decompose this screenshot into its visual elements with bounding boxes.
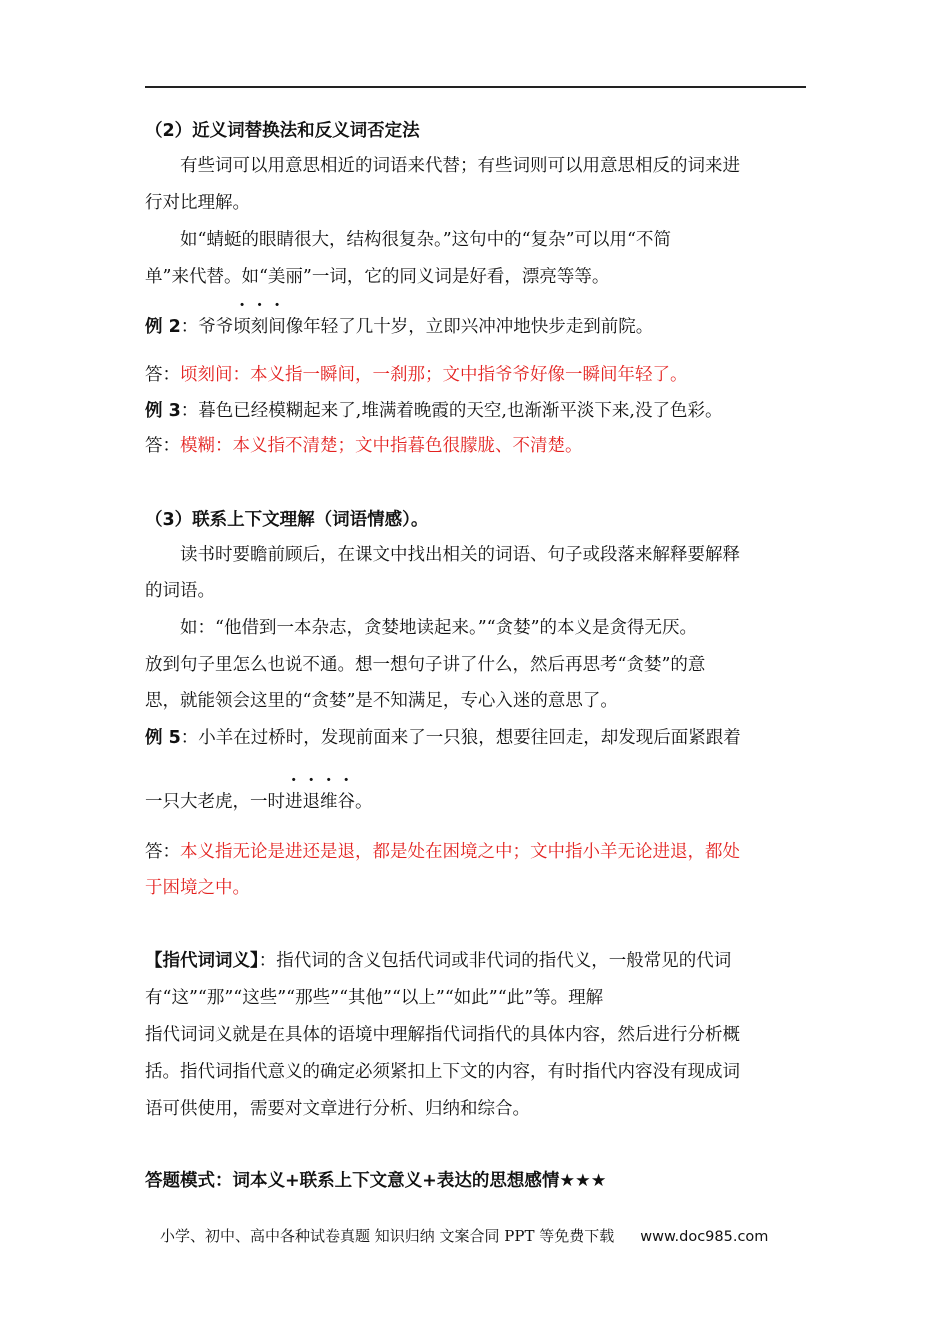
pronoun-line2: 有“这”“那”“这些”“那些”“其他”“以上”“如此”“此”等。理解 (145, 988, 604, 1008)
example2-text-pre: ：爷爷 (180, 317, 234, 337)
footer-text: 小学、初中、高中各种试卷真题 知识归纳 文案合同 PPT 等免费下载 (160, 1227, 615, 1245)
example5-label: 例 5 (145, 728, 181, 748)
answer5-line1 (145, 839, 740, 865)
example3 (145, 398, 722, 424)
example5-text-pre: 一只大老虎，一时 (145, 792, 285, 812)
pronoun-line3: 指代词词义就是在具体的语境中理解指代词指代的具体内容，然后进行分析概 (145, 1025, 740, 1045)
example2 (145, 314, 653, 340)
emphasis-char: 刻 (250, 317, 269, 337)
answer5-text-line1: 本义指无论是进还是退，都是处在困境之中；文中指小羊无论进退，都处 (180, 842, 740, 862)
answer-mode: 答题模式：词本义+联系上下文意义+表达的思想感情★★★ (145, 1171, 607, 1191)
answer3 (145, 433, 583, 459)
pronoun-line5: 语可供使用，需要对文章进行分析、归纳和综合。 (145, 1099, 530, 1119)
example5-text-post: 。 (355, 792, 373, 812)
header-rule (145, 86, 806, 88)
example3-text: ：暮色已经模糊起来了,堆满着晚霞的天空,也渐渐平淡下来,没了色彩。 (180, 401, 723, 421)
section2-paragraph2-line1: 如“蜻蜓的眼睛很大，结构很复杂。”这句中的“复杂”可以用“不简 (180, 230, 671, 250)
emphasis-char: 顷 (233, 317, 251, 337)
example5-line2 (145, 789, 373, 815)
footer-url[interactable]: www.doc985.com (640, 1229, 769, 1245)
section3-heading: （3）联系上下文理解（词语情感）。 (145, 510, 429, 530)
example2-text-post: 像年轻了几十岁，立即兴冲冲地快步走到前院。 (285, 317, 654, 337)
section2-paragraph1-line1: 有些词可以用意思相近的词语来代替；有些词则可以用意思相反的词来进 (180, 156, 740, 176)
answer3-label: 答： (145, 436, 180, 456)
example3-label: 例 3 (145, 401, 181, 421)
answer2-label: 答： (145, 365, 180, 385)
section3-paragraph2-line1: 如：“他借到一本杂志，贪婪地读起来。”“贪婪”的本义是贪得无厌。 (180, 618, 698, 638)
answer2 (145, 362, 688, 388)
section3-paragraph1-line1: 读书时要瞻前顾后，在课文中找出相关的词语、句子或段落来解释要解释 (180, 545, 740, 565)
section3-paragraph1-line2: 的词语。 (145, 581, 215, 601)
section2-paragraph2-line2: 单”来代替。如“美丽”一词，它的同义词是好看，漂亮等等。 (145, 267, 610, 287)
example5-line1 (145, 725, 741, 751)
answer5-label: 答： (145, 842, 180, 862)
pronoun-line1 (145, 948, 731, 974)
emphasis-char: 谷 (337, 792, 355, 812)
section3-paragraph2-line2: 放到句子里怎么也说不通。想一想句子讲了什么，然后再思考“贪婪”的意 (145, 655, 706, 675)
section2-paragraph1-line2: 行对比理解。 (145, 193, 250, 213)
section3-paragraph2-line3: 思，就能领会这里的“贪婪”是不知满足，专心入迷的意思了。 (145, 691, 618, 711)
example5-text-line1: ：小羊在过桥时，发现前面来了一只狼，想要往回走，却发现后面紧跟着 (180, 728, 741, 748)
answer2-text: 顷刻间：本义指一瞬间，一刹那；文中指爷爷好像一瞬间年轻了。 (180, 365, 688, 385)
emphasis-char: 间 (268, 317, 286, 337)
emphasis-char: 进 (285, 792, 303, 812)
answer5-text-line2: 于困境之中。 (145, 878, 250, 898)
pronoun-text-line1: ：指代词的含义包括代词或非代词的指代义，一般常见的代词 (258, 951, 732, 971)
answer3-text: 模糊：本义指不清楚；文中指暮色很朦胧、不清楚。 (180, 436, 583, 456)
section2-heading: （2）近义词替换法和反义词否定法 (145, 121, 420, 141)
footer (160, 1224, 768, 1249)
pronoun-line4: 括。指代词指代意义的确定必须紧扣上下文的内容，有时指代内容没有现成词 (145, 1062, 740, 1082)
emphasis-char: 维 (320, 792, 338, 812)
pronoun-title: 【指代词词义】 (145, 951, 259, 971)
emphasis-char: 退 (302, 792, 320, 812)
example2-label: 例 2 (145, 317, 181, 337)
